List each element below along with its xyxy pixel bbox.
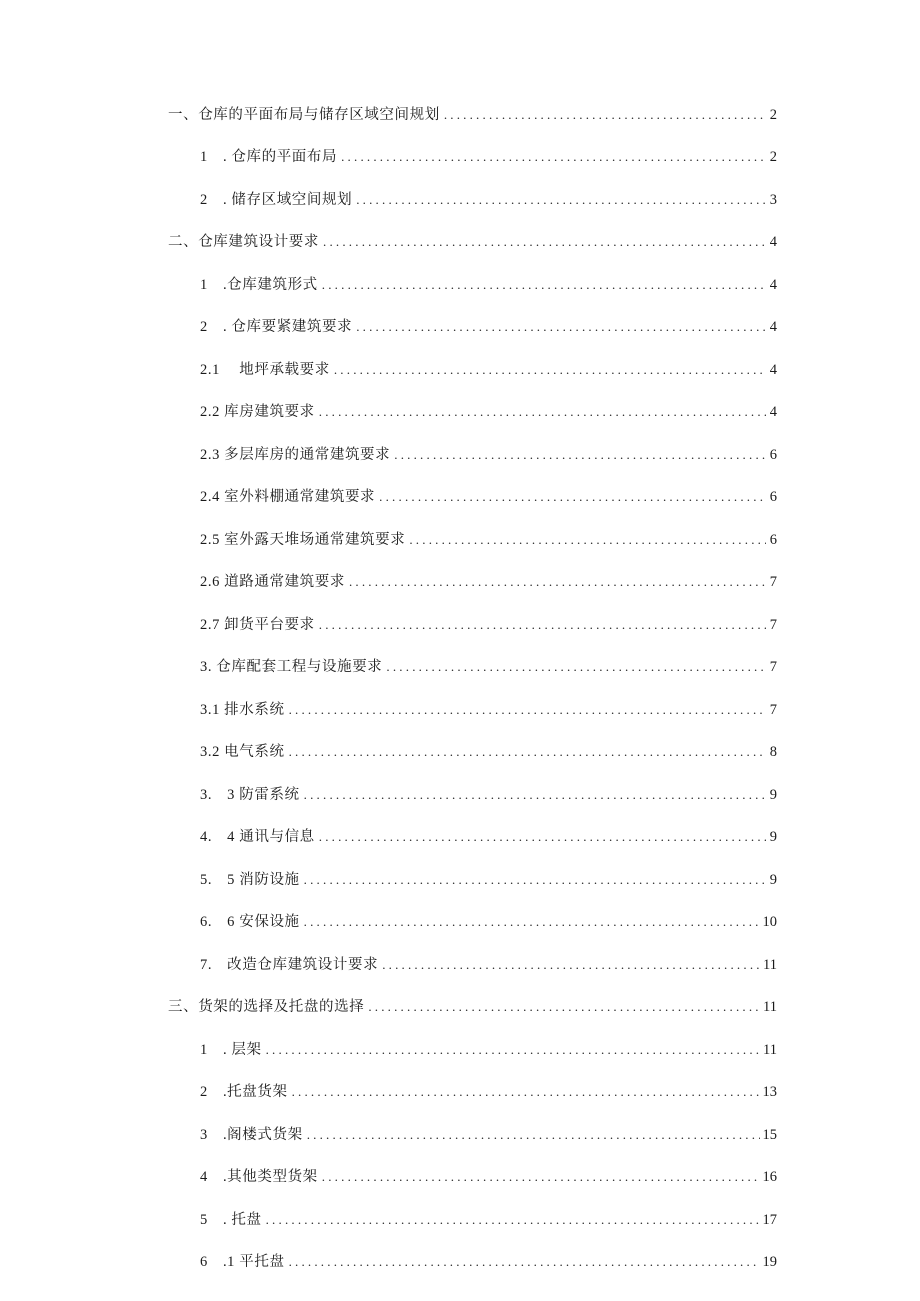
- toc-entry[interactable]: [200, 1123, 777, 1147]
- toc-entry-label: 7. 改造仓库建筑设计要求: [200, 957, 379, 973]
- toc-page-number: 4: [769, 277, 777, 293]
- toc-dot-leader: [322, 273, 766, 297]
- toc-dot-leader: [386, 655, 766, 679]
- toc-dot-leader: [319, 613, 766, 637]
- toc-page-number: 6: [769, 447, 777, 463]
- toc-entry[interactable]: [200, 145, 777, 169]
- toc-entry-label: 6. 6 安保设施: [200, 914, 300, 930]
- toc-page-number: 4: [769, 319, 777, 335]
- toc-entry-label: 1 .仓库建筑形式: [200, 277, 318, 293]
- toc-entry-label: 2 . 储存区域空间规划: [200, 192, 353, 208]
- toc-entry[interactable]: [200, 443, 777, 467]
- toc-dot-leader: [368, 995, 760, 1019]
- toc-dot-leader: [319, 825, 766, 849]
- toc-entry-label: 2.3 多层库房的通常建筑要求: [200, 447, 391, 463]
- toc-entry-label: 三、货架的选择及托盘的选择: [168, 999, 365, 1015]
- toc-entry[interactable]: [200, 188, 777, 212]
- toc-page-number: 17: [762, 1212, 777, 1228]
- toc-entry-label: 5. 5 消防设施: [200, 872, 300, 888]
- toc-entry-label: 5 . 托盘: [200, 1212, 262, 1228]
- toc-entry[interactable]: [200, 273, 777, 297]
- toc-dot-leader: [323, 230, 766, 254]
- toc-entry-label: 3.2 电气系统: [200, 744, 285, 760]
- toc-page-number: 15: [762, 1127, 777, 1143]
- toc-entry-label: 2.2 库房建筑要求: [200, 404, 315, 420]
- toc-entry-label: 2.5 室外露天堆场通常建筑要求: [200, 532, 406, 548]
- toc-page-number: 11: [763, 999, 777, 1015]
- toc-entry[interactable]: [168, 230, 777, 254]
- toc-entry-label: 2.7 卸货平台要求: [200, 617, 315, 633]
- toc-entry-label: 3. 3 防雷系统: [200, 787, 300, 803]
- toc-entry-label: 3.1 排水系统: [200, 702, 285, 718]
- toc-entry[interactable]: [200, 1165, 777, 1189]
- toc-entry-label: 2.6 道路通常建筑要求: [200, 574, 345, 590]
- toc-dot-leader: [266, 1208, 760, 1232]
- toc-dot-leader: [289, 740, 766, 764]
- toc-entry-label: 6 .1 平托盘: [200, 1254, 285, 1270]
- toc-entry[interactable]: [200, 1080, 777, 1104]
- toc-dot-leader: [334, 358, 766, 382]
- toc-dot-leader: [379, 485, 766, 509]
- toc-dot-leader: [289, 698, 766, 722]
- toc-entry[interactable]: [200, 613, 777, 637]
- toc-page-number: 11: [763, 1042, 777, 1058]
- toc-entry-label: 3. 仓库配套工程与设施要求: [200, 659, 383, 675]
- toc-entry-label: 一、仓库的平面布局与储存区域空间规划: [168, 107, 440, 123]
- toc-page-number: 7: [769, 617, 777, 633]
- toc-entry[interactable]: [200, 655, 777, 679]
- toc-entry[interactable]: [200, 740, 777, 764]
- toc-page-number: 4: [769, 234, 777, 250]
- toc-entry[interactable]: [200, 315, 777, 339]
- toc-entry-label: 2.4 室外料棚通常建筑要求: [200, 489, 376, 505]
- toc-page-number: 9: [769, 787, 777, 803]
- toc-dot-leader: [409, 528, 766, 552]
- toc-entry[interactable]: [200, 783, 777, 807]
- toc-page-number: 11: [763, 957, 777, 973]
- toc-page-number: 4: [769, 404, 777, 420]
- toc-dot-leader: [292, 1080, 760, 1104]
- toc-entry-label: 4 .其他类型货架: [200, 1169, 318, 1185]
- toc-dot-leader: [266, 1038, 760, 1062]
- toc-page-number: 7: [769, 574, 777, 590]
- toc-page-number: 4: [769, 362, 777, 378]
- toc-entry[interactable]: [200, 570, 777, 594]
- toc-entry[interactable]: [200, 358, 777, 382]
- toc-dot-leader: [304, 783, 766, 807]
- toc-entry[interactable]: [200, 1038, 777, 1062]
- toc-page-number: 10: [762, 914, 777, 930]
- toc-entry[interactable]: [200, 1208, 777, 1232]
- toc-dot-leader: [304, 910, 760, 934]
- toc-dot-leader: [341, 145, 766, 169]
- toc-entry[interactable]: [200, 400, 777, 424]
- toc-dot-leader: [307, 1123, 760, 1147]
- toc-page-number: 13: [762, 1084, 777, 1100]
- toc-entry-label: 1 . 仓库的平面布局: [200, 149, 338, 165]
- toc-page-number: 7: [769, 702, 777, 718]
- toc-entry-label: 2.1 地坪承载要求: [200, 362, 330, 378]
- toc-dot-leader: [356, 188, 766, 212]
- toc-dot-leader: [356, 315, 766, 339]
- toc-entry[interactable]: [168, 995, 777, 1019]
- toc-page-number: 3: [769, 192, 777, 208]
- toc-dot-leader: [349, 570, 766, 594]
- toc-entry-label: 2 .托盘货架: [200, 1084, 288, 1100]
- toc-entry-label: 4. 4 通讯与信息: [200, 829, 315, 845]
- toc-page-number: 6: [769, 532, 777, 548]
- toc-dot-leader: [319, 400, 766, 424]
- toc-dot-leader: [382, 953, 760, 977]
- toc-entry[interactable]: [168, 103, 777, 127]
- toc-dot-leader: [322, 1165, 760, 1189]
- toc-entry[interactable]: [200, 868, 777, 892]
- toc-dot-leader: [304, 868, 766, 892]
- toc-page-number: 9: [769, 829, 777, 845]
- toc-entry[interactable]: [200, 485, 777, 509]
- toc-page-number: 9: [769, 872, 777, 888]
- toc-page-number: 16: [762, 1169, 777, 1185]
- toc-entry[interactable]: [200, 698, 777, 722]
- toc-entry[interactable]: [200, 528, 777, 552]
- toc-entry-label: 2 . 仓库要紧建筑要求: [200, 319, 353, 335]
- toc-page-number: 6: [769, 489, 777, 505]
- toc-entry-label: 二、仓库建筑设计要求: [168, 234, 319, 250]
- toc-dot-leader: [394, 443, 766, 467]
- toc-entry[interactable]: [200, 825, 777, 849]
- toc-entry-label: 3 .阁楼式货架: [200, 1127, 303, 1143]
- toc-page-number: 8: [769, 744, 777, 760]
- toc-entry[interactable]: [200, 953, 777, 977]
- toc-dot-leader: [289, 1250, 760, 1274]
- toc-page-number: 2: [769, 107, 777, 123]
- toc-entry-label: 1 . 层架: [200, 1042, 262, 1058]
- toc-page-number: 7: [769, 659, 777, 675]
- toc-dot-leader: [444, 103, 766, 127]
- toc-entry[interactable]: [200, 1250, 777, 1274]
- toc-entry[interactable]: [200, 910, 777, 934]
- toc-page-number: 19: [762, 1254, 777, 1270]
- toc-page-number: 2: [769, 149, 777, 165]
